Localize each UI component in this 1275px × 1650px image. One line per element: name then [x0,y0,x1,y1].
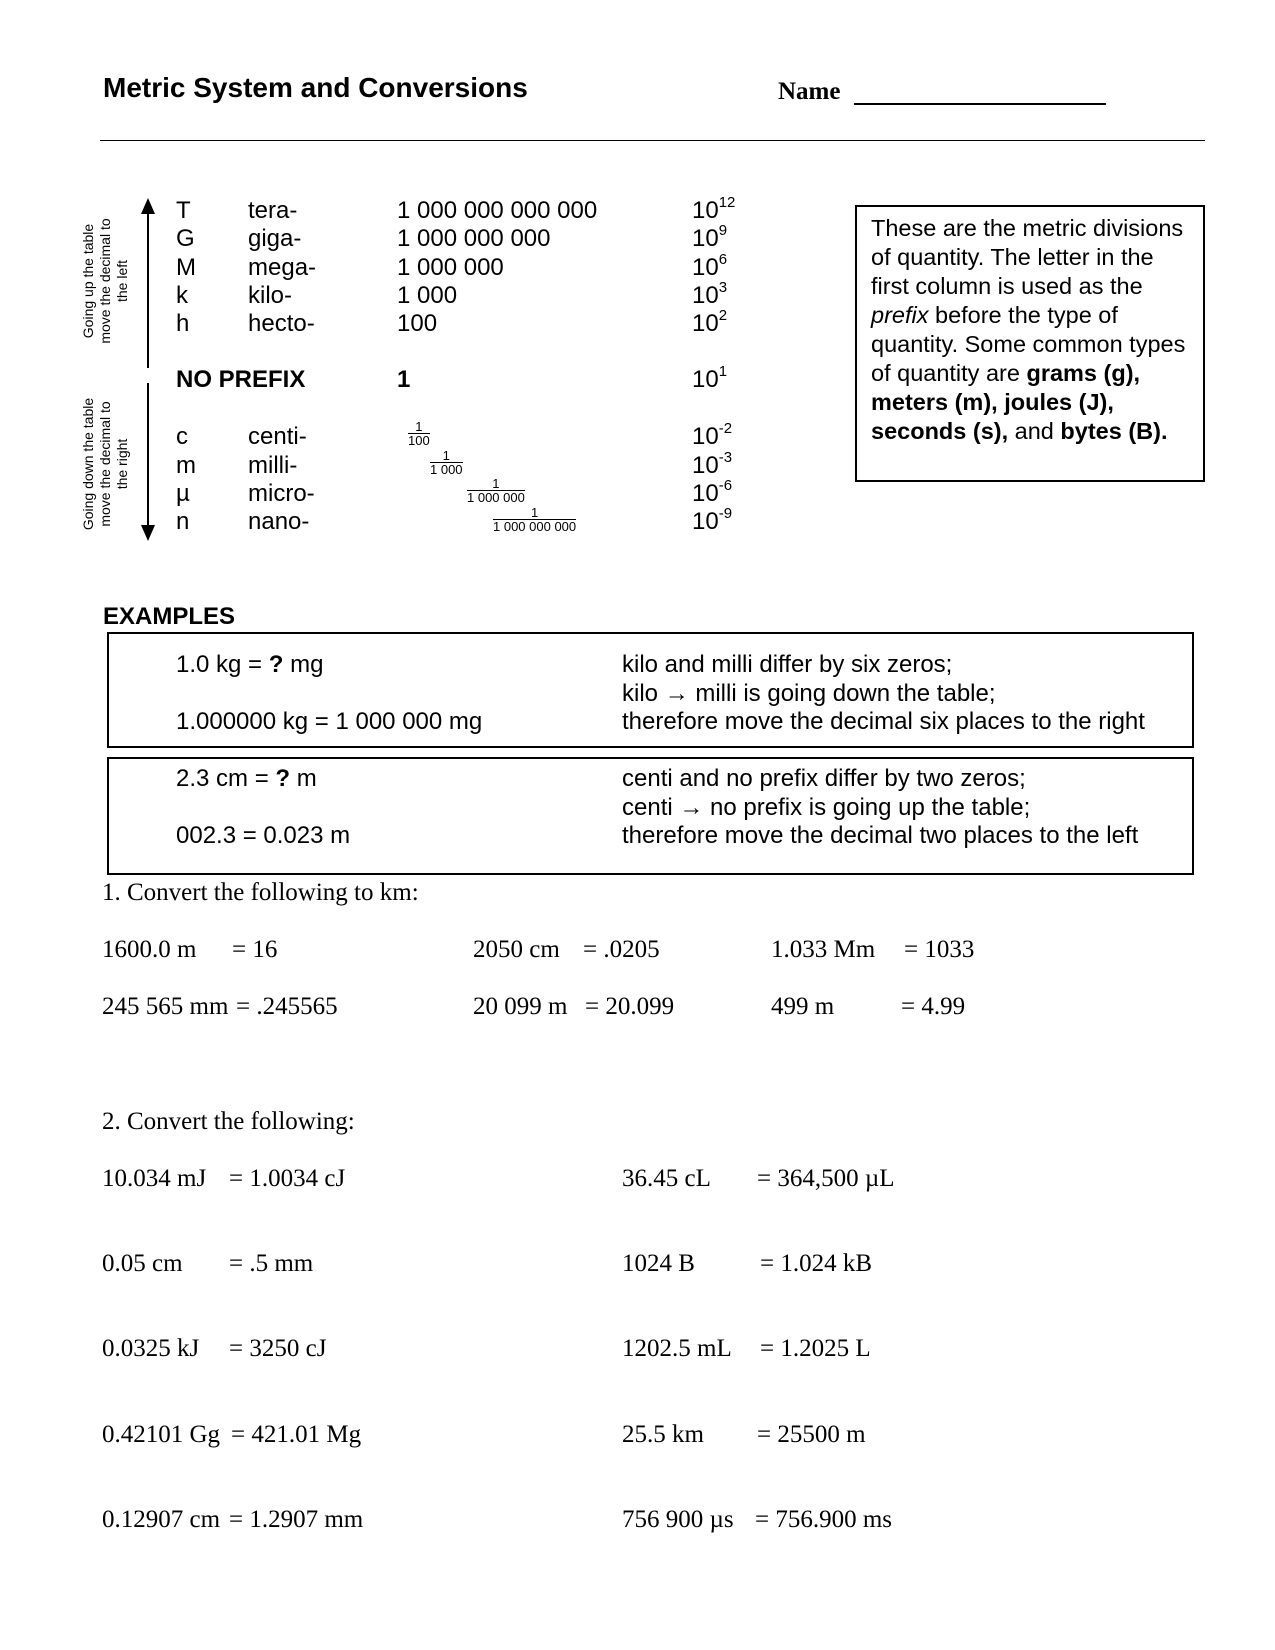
prefix-power: $10^{-2}$ [692,420,733,450]
prefix-value: 1 000 000 000 000 [397,197,598,224]
info-box: These are the metric divisions of quantity. The letter in the first column is used as the prefix before the type of quantity. Some common types of quantity are grams (g), meters (m), joules (J), seconds (s), and bytes (B). [855,205,1205,482]
question-value: 0.42101 Gg [102,1421,221,1448]
prefix-symbol: M [176,254,196,281]
answer-value[interactable]: = 25500 m [757,1421,866,1448]
question-value: 20 099 m [473,993,568,1020]
answer-value[interactable]: = 3250 cJ [229,1335,327,1362]
prefix-fraction: $\frac{1}{1 000 000 000}$ [493,505,577,534]
divider [100,140,1205,141]
example-question: 1.0 kg = ? mg [176,651,324,678]
prefix-power: $10^3$ [692,279,728,309]
prefix-power: $10^{-9}$ [692,505,733,535]
prefix-value: 1 000 000 [397,254,504,281]
arrow-right-icon: → [664,680,689,707]
answer-value[interactable]: = 1.0034 cJ [229,1165,346,1192]
answer-value[interactable]: = 4.99 [901,993,966,1020]
answer-value[interactable]: = 1033 [904,936,975,963]
question-value: 36.45 cL [622,1165,711,1192]
answer-value[interactable]: = 20.099 [585,993,675,1020]
example-answer: 002.3 = 0.023 m [176,822,351,849]
prefix-power: $10^{12}$ [692,194,736,224]
prefix-value: 100 [397,310,438,337]
question-value: 245 565 mm [102,993,229,1020]
example-answer: 1.000000 kg = 1 000 000 mg [176,708,483,735]
prefix-name: milli- [248,452,298,479]
arrow-up-icon [138,198,158,368]
prefix-symbol: µ [176,480,190,507]
question-value: 0.05 cm [102,1250,183,1277]
prefix-name: mega- [248,254,317,281]
question-value: 0.12907 cm [102,1506,221,1533]
name-field[interactable] [854,103,1106,105]
prefix-fraction: $\frac{1}{1 000}$ [430,448,463,477]
question-value: 25.5 km [622,1421,704,1448]
answer-value[interactable]: = .245565 [236,993,338,1020]
example-explanation: kilo → milli is going down the table; [622,680,996,707]
prefix-value: 1 [397,366,411,393]
example-explanation: centi → no prefix is going up the table; [622,794,1031,821]
question-value: 756 900 µs [622,1506,734,1533]
prefix-name: kilo- [248,282,293,309]
example-explanation: therefore move the decimal two places to the left [622,822,1139,849]
question-value: 1600.0 m [102,936,197,963]
prefix-symbol: h [176,310,190,337]
prefix-symbol: k [176,282,188,309]
examples-heading: EXAMPLES [103,603,236,630]
prefix-name: giga- [248,225,302,252]
question-value: 2050 cm [473,936,560,963]
question-value: 499 m [771,993,835,1020]
section-1-heading: 1. Convert the following to km: [102,879,419,906]
page-title: Metric System and Conversions [103,72,528,103]
prefix-fraction: $\frac{1}{100}$ [408,419,430,448]
answer-value[interactable]: = .5 mm [229,1250,314,1277]
answer-value[interactable]: = 1.2025 L [760,1335,871,1362]
prefix-power: $10^{-6}$ [692,477,733,507]
section-2-heading: 2. Convert the following: [102,1108,355,1135]
question-value: 1.033 Mm [771,936,876,963]
answer-value[interactable]: = 1.024 kB [760,1250,873,1277]
example-explanation: therefore move the decimal six places to the right [622,708,1145,735]
question-value: 10.034 mJ [102,1165,207,1192]
question-value: 0.0325 kJ [102,1335,200,1362]
prefix-power: $10^2$ [692,307,728,337]
arrow-right-icon: → [679,794,704,821]
prefix-value: 1 000 000 000 [397,225,551,252]
prefix-symbol: c [176,423,188,450]
prefix-fraction: $\frac{1}{1 000 000}$ [467,476,525,505]
prefix-symbol: T [176,197,191,224]
answer-value[interactable]: = 16 [232,936,278,963]
prefix-name: tera- [248,197,298,224]
prefix-power: $10^{-3}$ [692,449,733,479]
prefix-name: centi- [248,423,307,450]
name-label: Name [778,78,841,105]
prefix-symbol: n [176,508,190,535]
side-label-up: Going up the table move the decimal to the left [80,218,130,344]
answer-value[interactable]: = 1.2907 mm [229,1506,364,1533]
answer-value[interactable]: = 421.01 Mg [231,1421,362,1448]
arrow-down-icon [138,383,158,541]
example-explanation: centi and no prefix differ by two zeros; [622,765,1026,792]
question-value: 1202.5 mL [622,1335,732,1362]
prefix-power: $10^1$ [692,363,728,393]
prefix-value: 1 000 [397,282,458,309]
example-explanation: kilo and milli differ by six zeros; [622,651,953,678]
prefix-name: micro- [248,480,315,507]
answer-value[interactable]: = 364,500 µL [757,1165,895,1192]
answer-value[interactable]: = .0205 [583,936,660,963]
prefix-power: $10^9$ [692,222,728,252]
prefix-power: $10^6$ [692,251,728,281]
example-question: 2.3 cm = ? m [176,765,317,792]
prefix-symbol: G [176,225,195,252]
question-value: 1024 B [622,1250,695,1277]
prefix-name: nano- [248,508,310,535]
prefix-name: hecto- [248,310,315,337]
prefix-symbol: NO PREFIX [176,366,306,393]
side-label-down: Going down the table move the decimal to the right [80,397,130,531]
prefix-symbol: m [176,452,196,479]
answer-value[interactable]: = 756.900 ms [755,1506,893,1533]
